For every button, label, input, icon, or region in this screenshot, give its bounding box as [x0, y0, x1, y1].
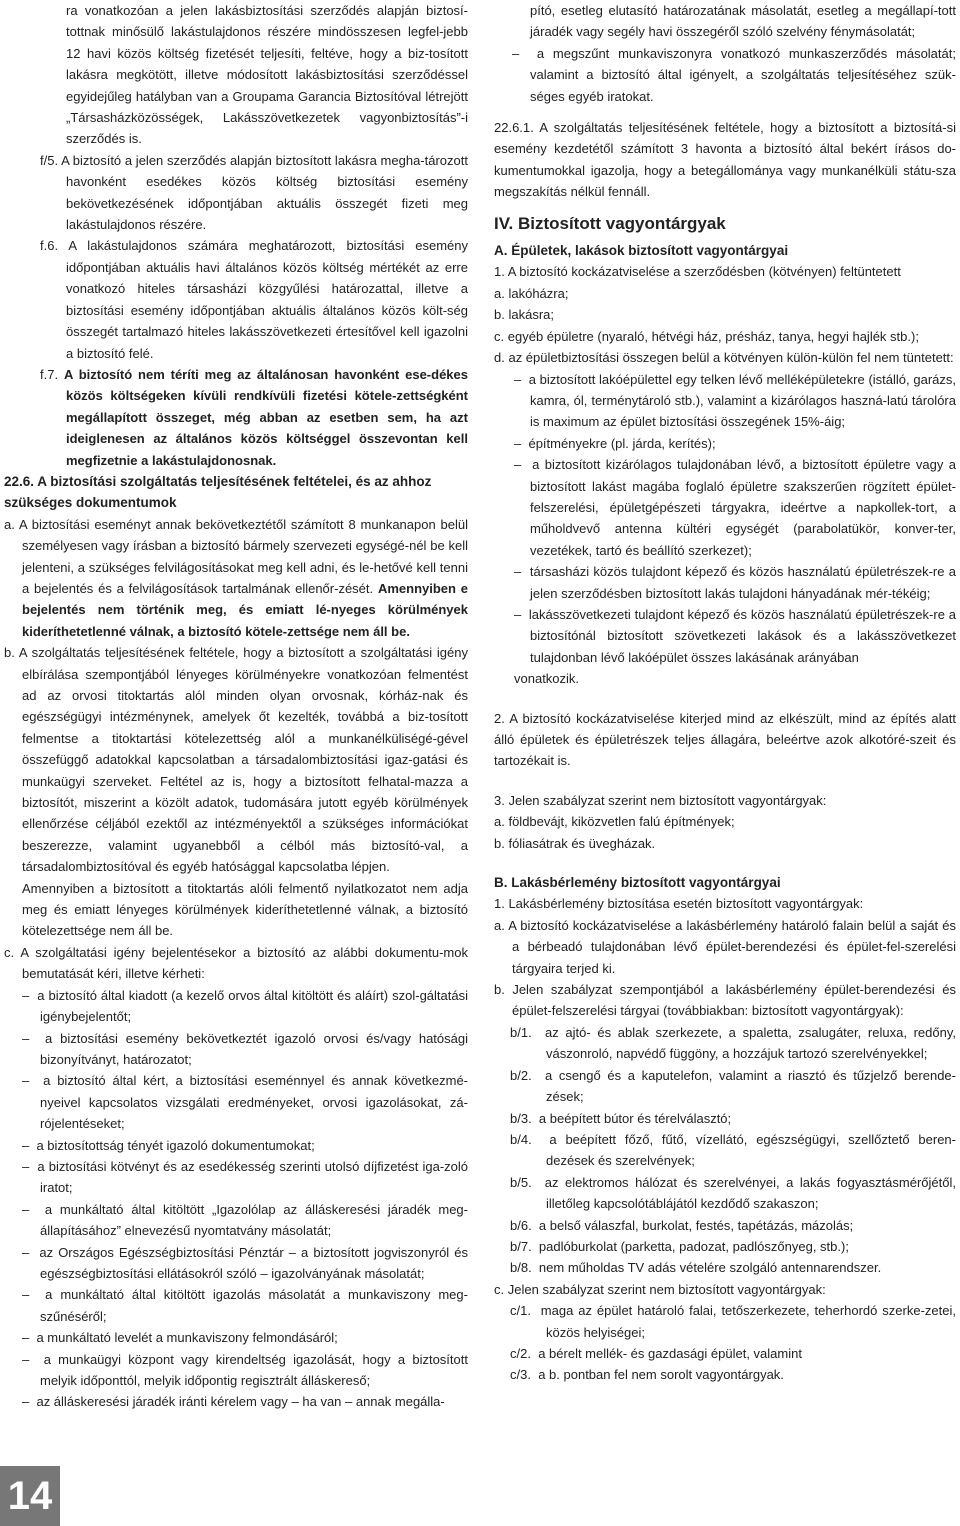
list-item: c. Jelen szabályzat szerint nem biztosított vagyontárgyak:: [494, 1281, 826, 1297]
list-item: a. földbevájt, kiközvetlen falú építmények;: [494, 814, 735, 830]
paragraph-a1: 1. A biztosító kockázatviselése a szerződésben (kötvényen) feltüntetett: [494, 264, 901, 280]
list-item: c/1. maga az épület határoló falai, tetőszerkezete, teherhordó szerke-zetei, közös helyiségei;: [510, 1303, 956, 1340]
item-text: A lakástulajdonos számára meghatározott, biztosítási esemény időpontjában aktuális havi általános közös költség mértékét az erre vonatkozó hiteles társasházi közgyűlési határozattal, illetve a biztosítási esemény időpontjában aktuális általános közös költ-ség összegét tartalmazó hiteles lakásszövetkezeti értesítővel kell igazolni a biztosító felé.: [66, 238, 468, 361]
item-text: A biztosítási eseményt annak bekövetkeztétől számított 8 munkanapon belül személyesen vagy írásban a biztosító bármely szervezeti egységé-nél be kell jelenteni, a szükséges felvilágosításokat meg kell adni, és le-hetővé kell tenni a bejelentés és a felvilágosítások tartalmának ellenőr-zését.: [18, 516, 468, 596]
list-item: – a munkáltató által kitöltött igazolás másolatát a munkaviszony meg-szűnéséről;: [22, 1287, 468, 1324]
list-item: a. lakóházra;: [494, 285, 569, 301]
item-letter: b.: [4, 645, 15, 661]
list-item: – a biztosító által kért, a biztosítási eseménnyel és annak következmé-nyeivel kapcsolatos vizsgálati eredményeket, orvosi igazolásokat, zá-rójelentéseket;: [22, 1073, 468, 1132]
list-item: b. Jelen szabályzat szempontjából a lakásbérlemény épület-berendezési és épület-felszerelési tárgyai (továbbiakban: biztosított vagyontárgyak):: [494, 982, 956, 1019]
list-item: – a megszűnt munkaviszonyra vonatkozó munkaszerződés másolatát; valamint a biztosító által igényelt, a szolgáltatás teljesítéséhez szük-séges egyéb iratokat.: [512, 45, 956, 104]
list-item: – társasházi közös tulajdont képező és közös használatú épületrészek-re a jelen szerződésben biztosított lakás tulajdoni hányadának mér-tékéig;: [514, 564, 956, 601]
list-item: – a biztosítási kötvényt és az esedékesség szerinti utolsó díjfizetést iga-zoló iratot;: [22, 1158, 468, 1196]
paragraph-a2: 2. A biztosító kockázatviselése kiterjed mind az elkészült, mind az építés alatt álló épületek és épületrészek teljes állagára, beleértve azok alkotóré-szeit és tartozékait is.: [494, 710, 956, 769]
item-text: A biztosító a jelen szerződés alapján biztosított lakásra megha-tározott havonként esedékes közös költség biztosítási esemény bekövetkezésének időpontjában aktuális összegét fizeti meg lakástulajdonos részére.: [61, 152, 468, 233]
paragraph-f4-continued: ra vonatkozóan a jelen lakásbiztosítási szerződés alapján biztosí-tottnak minősülő lakástulajdonos részére mindösszesen legfel-jebb 12 havi közös költség fizetését teljesíti, feltéve, hogy a biz-tosított lakásra megkötött, illetve módosított lakásbiztosítási szerződéssel egyidejűleg hatályban van a Groupama Garancia Biztosítóval létrejött „Társasházközösségek, Lakásszövetkezetek vagyonbiztosítás”-i szerződés is.: [66, 3, 468, 147]
list-item: b/6. a belső válaszfal, burkolat, festés, tapétázás, mázolás;: [510, 1217, 854, 1233]
list-item: – a biztosított lakóépülettel egy telken lévő melléképületekre (istálló, garázs, kamra, ól, terménytároló stb.), valamint a kizárólagos haszná-latú tárolóra is maximum az épület biztosítási összegének 15%-áig;: [514, 371, 956, 430]
item-number: f/5.: [40, 152, 59, 168]
list-item: – a munkaügyi központ vagy kirendeltség igazolását, hogy a biztosított melyik időponttól, melyik időpontig regisztrált álláskereső;: [22, 1351, 468, 1388]
list-item: b/2. a csengő és a kaputelefon, valamint a riasztó és tűzjelző berende-zések;: [510, 1067, 956, 1105]
list-item: b/1. az ajtó- és ablak szerkezete, a spaletta, zsalugáter, reluxa, redőny, vászonroló, napvédő függöny, a hozzájuk tartozó szerelvényekkel;: [510, 1024, 956, 1062]
list-item: b/5. az elektromos hálózat és szerelvényei, a lakás fogyasztásmérőjétől, illetőleg kapcsolótáblájától kezdődő szakaszon;: [510, 1174, 956, 1212]
item-text: A biztosító nem téríti meg az általánosan havonként ese-dékes közös költségeken kívüli rendkívüli fizetési kötele-zettségként megállapított összeget, még abban az esetben sem, ha azt ideiglenesen az általános közös költséggel összevontan kell megfizetnie a lakástulajdonosnak.: [63, 366, 468, 468]
chapter-heading-iv: IV. Biztosított vagyontárgyak: [494, 213, 726, 233]
list-item: b. fóliasátrak és üvegházak.: [494, 835, 656, 851]
paragraph-c: [4, 942, 468, 985]
list-item: b/7. padlóburkolat (parketta, padozat, padlószőnyeg, stb.);: [510, 1238, 849, 1254]
document-list: [4, 985, 468, 1413]
list-item: – építményekre (pl. járda, kerítés);: [514, 435, 716, 451]
list-tail: vonatkozik.: [514, 671, 580, 687]
list-item: – a munkáltató által kitöltött „Igazolólap az álláskeresési járadék meg-állapításához” elnevezésű nyomtatvány másolatát;: [22, 1201, 468, 1239]
item-number: f.7.: [40, 366, 59, 382]
list-item: b/4. a beépített főző, fűtő, vízellátó, egészségügyi, szellőztető beren-dezések és szerelvények;: [510, 1131, 956, 1169]
paragraph-b: [4, 642, 468, 877]
list-item: c/2. a bérelt mellék- és gazdasági épület, valamint: [510, 1345, 802, 1361]
section-heading-a: A. Épületek, lakások biztosított vagyontárgyai: [494, 243, 789, 259]
list-item: c. egyéb épületre (nyaraló, hétvégi ház, présház, tanya, hegyi hajlék stb.);: [494, 328, 919, 344]
paragraph-22-6-1: 22.6.1. A szolgáltatás teljesítésének feltétele, hogy a biztosított a biztosítá-si esemény kezdetétől számított 3 havonta a biztosító által bekért írásos do-kumentumokkal igazolja, hogy a betegállománya vagy munkanélküli státu-sza megszakítás nélkül fennáll.: [494, 120, 956, 200]
item-text: A szolgáltatás teljesítésének feltétele, hogy a biztosított a szolgáltatási igény elbírálása szempontjából lényeges körülményekre vonatkozóan felmentést ad az orvosi titoktartás alól minden olyan orvosnak, kórház-nak és egészségügyi intézménynek, amelyek őt kezelték, továbbá a biz-tosított felmentse a titoktartási kötelezettség alól a munkanélküliségé-gével összefüggő adatokkal kapcsolatban a társadalombiztosítási igaz-gatási és munkaügyi szerveket. Feltétel az is, hogy a biztosított felhatal-mazza a biztosítót, miszerint a közölt adatok, tudomására jutott egyéb körülmények ellenőrzése céljából ezektől az intézményektől a szükséges információkat beszerezze, valamint ugyanebből a célból más biztosító-val, a társadalombiztosítóval és egyéb hatósággal kapcsolatba lépjen.: [18, 645, 468, 875]
section-heading-b: B. Lakásbérlemény biztosított vagyontárgyai: [494, 875, 781, 891]
left-column: [4, 0, 468, 1413]
list-item: – a biztosítási esemény bekövetkeztét igazoló orvosi és/vagy hatósági bizonyítványt, határozatot;: [22, 1030, 468, 1067]
item-number: f.6.: [40, 238, 59, 254]
paragraph-a: [4, 514, 468, 642]
paragraph-f6: [4, 235, 468, 363]
list-item: c/3. a b. pontban fel nem sorolt vagyontárgyak.: [510, 1367, 784, 1383]
list-item: – az Országos Egészségbiztosítási Pénztár – a biztosított jogviszonyról és egészségbiztosítási ellátásokról szóló – igazolványának másolatát;: [22, 1244, 468, 1281]
list-item: d. az épületbiztosítási összegen belül a kötvényen külön-külön fel nem tüntetett:: [494, 350, 954, 366]
list-item: b/8. nem műholdas TV adás vételére szolgáló antennarendszer.: [510, 1260, 882, 1276]
list-item: b. lakásra;: [494, 307, 554, 323]
list-item: – az álláskeresési járadék iránti kérelem vagy – ha van – annak megálla-: [22, 1394, 445, 1410]
section-heading-22-6: 22.6. A biztosítási szolgáltatás teljesítésének feltételei, és az ahhoz szükséges dokumentumok: [4, 473, 432, 511]
item-letter: c.: [4, 944, 15, 960]
paragraph-a3: 3. Jelen szabályzat szerint nem biztosított vagyontárgyak:: [494, 792, 827, 808]
item-text: A szolgáltatási igény bejelentésekor a biztosító az alábbi dokumentu-mok bemutatását kéri, illetve kérheti:: [20, 944, 468, 982]
item-bold-text: Amennyiben e bejelentés nem történik meg, és emiatt lé-nyeges körülmények kideríthetetlenné válnak, a biztosító kötele-zettsége nem áll be.: [22, 580, 469, 639]
right-column: [494, 0, 956, 1386]
list-item: – lakásszövetkezeti tulajdont képező és közös használatú épületrészek-re a biztosítónál biztosított szövetkezeti lakások és a lakásszövetkezet tulajdonban lévő lakóépület összes lakásának arányában: [514, 606, 956, 665]
paragraph-b1: 1. Lakásbérlemény biztosítása esetén biztosított vagyontárgyak:: [494, 896, 864, 912]
list-item: – a munkáltató levelét a munkaviszony felmondásáról;: [22, 1330, 338, 1346]
list-item: b/3. a beépített bútor és térelválasztó;: [510, 1110, 732, 1126]
list-item: – a biztosított kizárólagos tulajdonában lévő, a biztosított épületre vagy a biztosított lakást magába foglaló épületre szakszerűen rögzített épület-felszerelési, épületgépészeti tárgyakra, ideértve a napkollek-tort, a műholdvevő antenna kültéri egységét (parabolatükör, konver-ter, vezetékek, tartó és beállító szerkezet);: [514, 457, 956, 558]
paragraph-f7: [4, 364, 468, 471]
paragraph-f5: [4, 150, 468, 236]
page-number: 14: [7, 1474, 53, 1518]
list-item-continued: pító, esetleg elutasító határozatának másolatát, esetleg a megállapí-tott járadék vagy segély havi összegéről szóló szelvény fénymásolatát;: [530, 3, 956, 40]
item-letter: a.: [4, 516, 15, 532]
list-item: a. A biztosító kockázatviselése a lakásbérlemény határoló falain belül a saját és a bérbeadó tulajdonában lévő épület-berendezési és épület-fel-szerelési tárgyaira terjed ki.: [494, 917, 956, 976]
paragraph-b-2: Amennyiben a biztosított a titoktartás alóli felmentő nyilatkozatot nem adja meg és emiatt lényeges körülmények kideríthetetlenné válnak, a biztosító kötelezettsége nem áll be.: [22, 880, 468, 939]
list-item: – a biztosítottság tényét igazoló dokumentumokat;: [22, 1137, 315, 1153]
list-item: – a biztosító által kiadott (a kezelő orvos által kitöltött és aláírt) szol-gáltatási igénybejelentőt;: [22, 987, 468, 1025]
